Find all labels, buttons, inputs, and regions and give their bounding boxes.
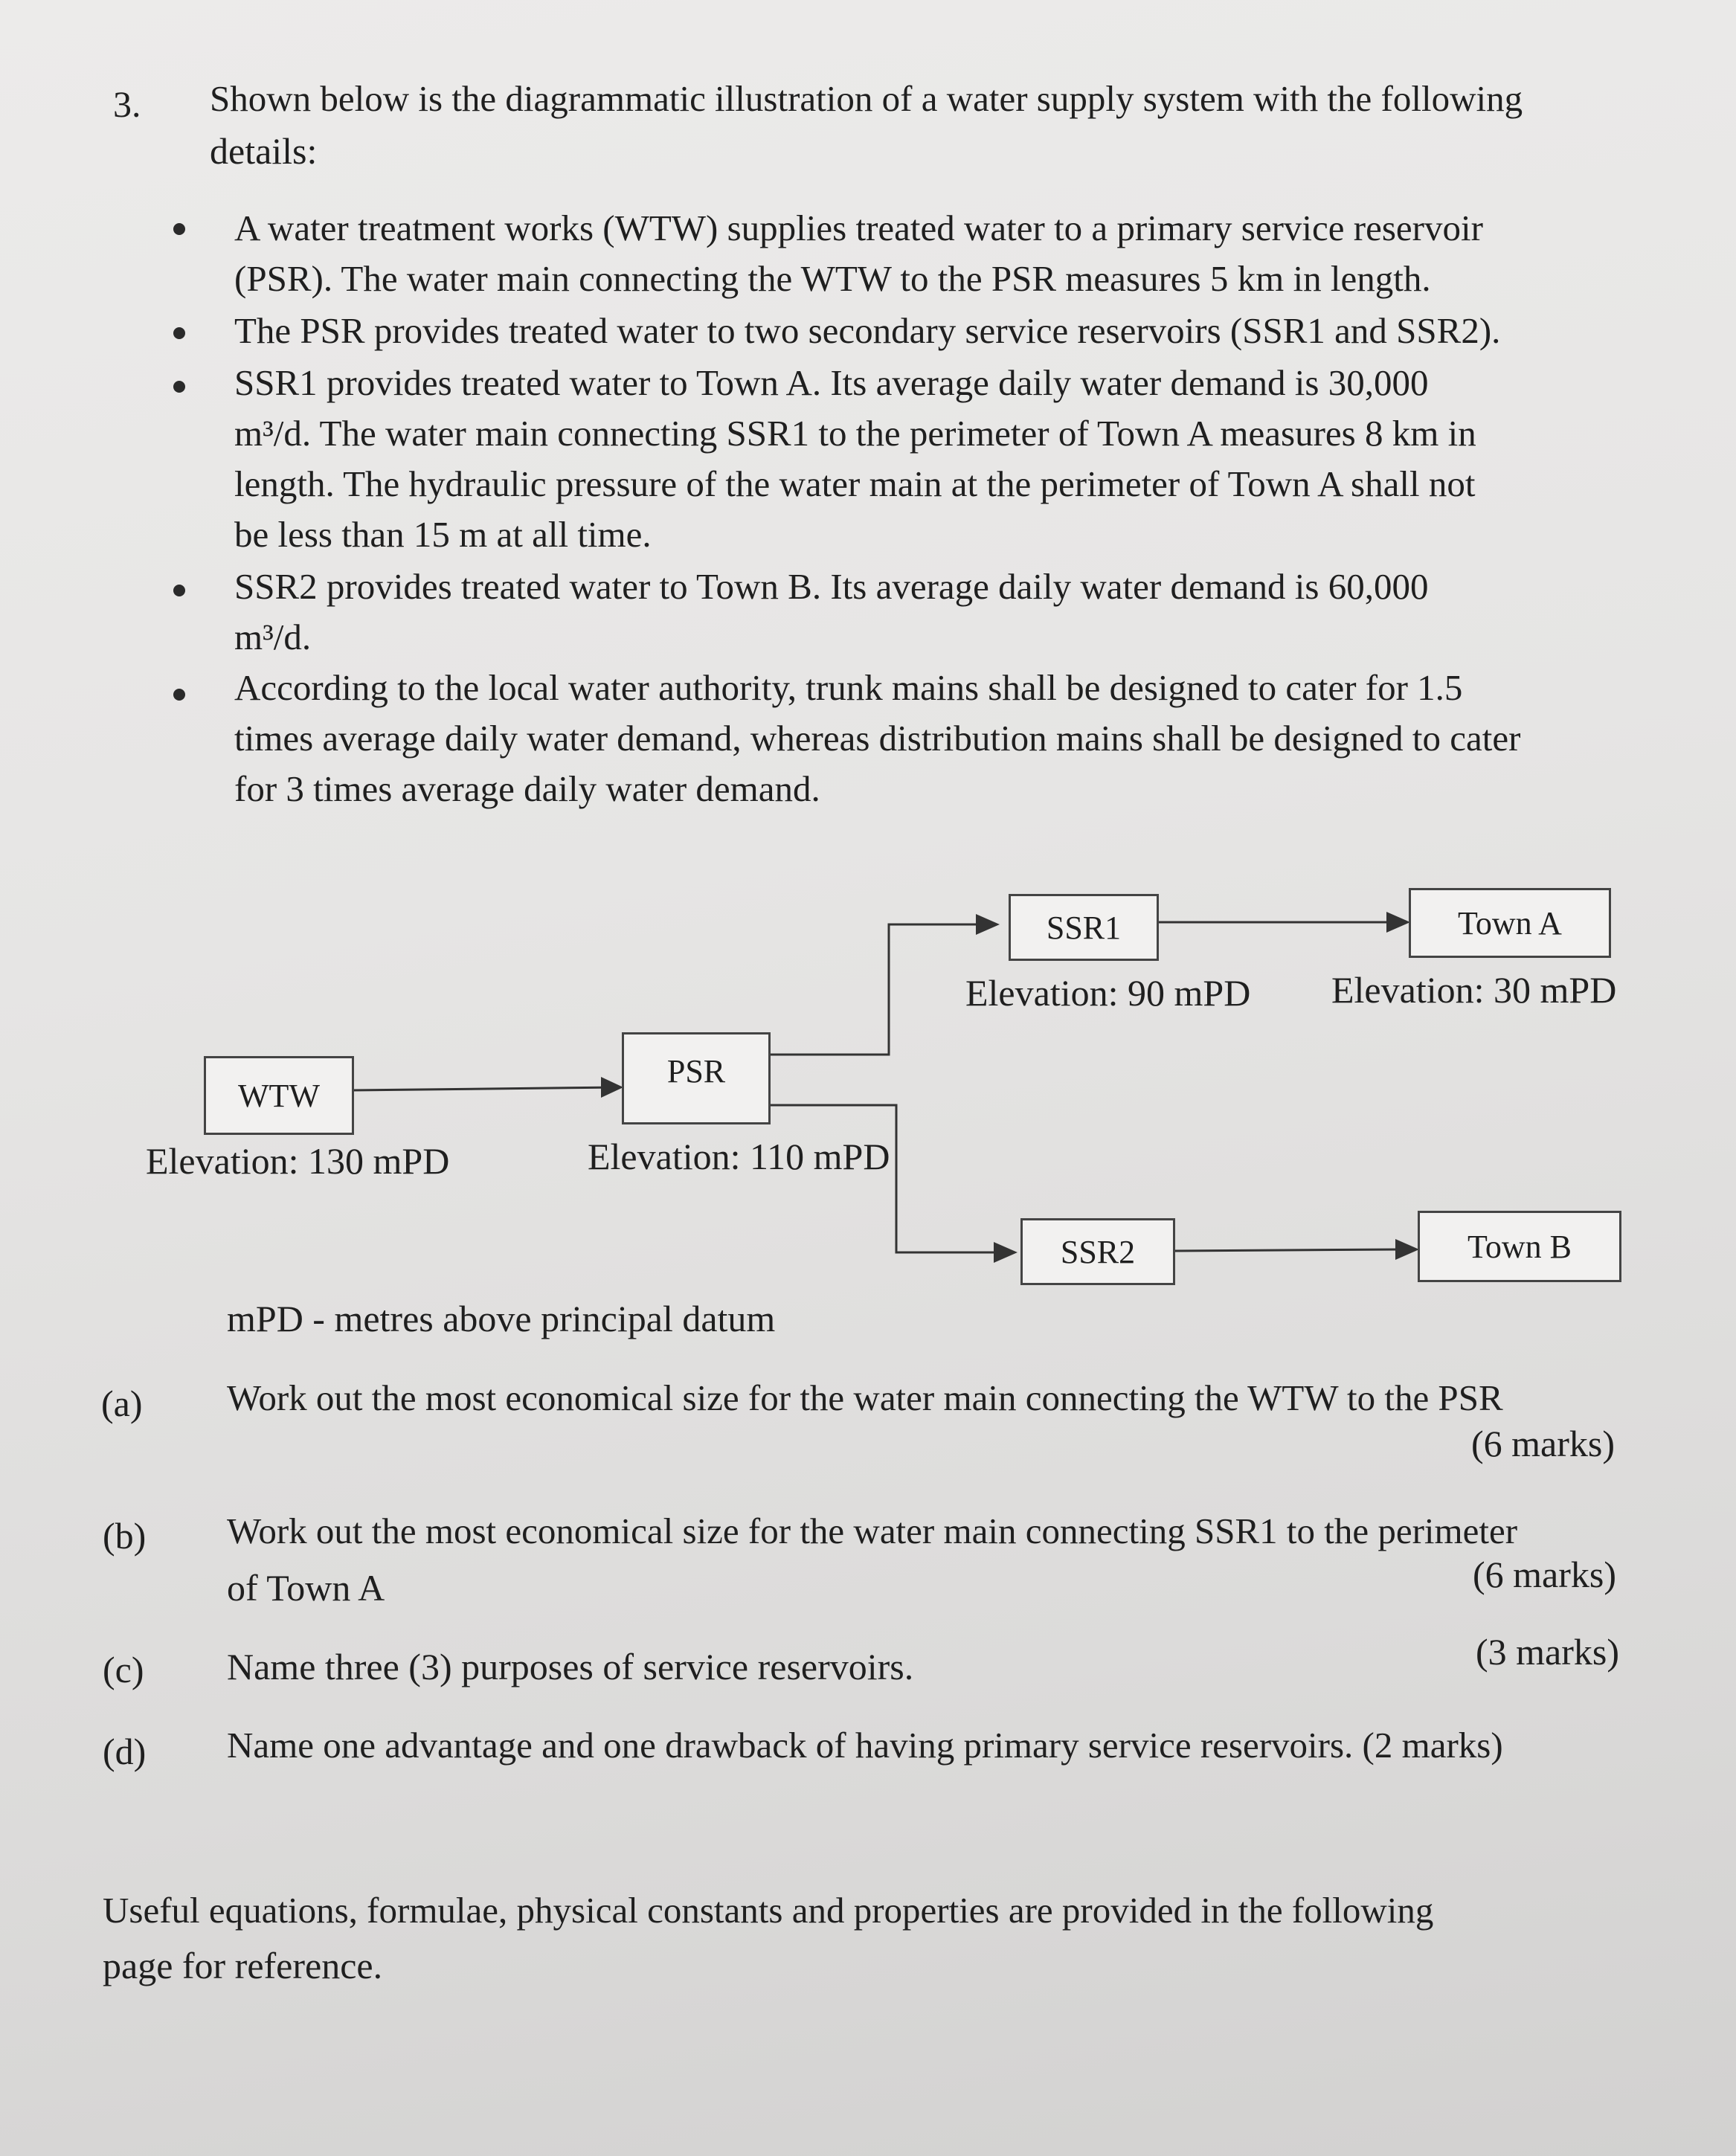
wtw-box: [204, 1056, 354, 1135]
bullet-1-line-2: (PSR). The water main connecting the WTW to the PSR measures 5 km in length.: [234, 258, 1431, 299]
ssr2-label: SSR2: [1060, 1233, 1136, 1270]
part-c-label: (c): [103, 1649, 144, 1690]
town-a-elevation: Elevation: 30 mPD: [1331, 969, 1617, 1011]
ssr1-elevation: Elevation: 90 mPD: [965, 972, 1251, 1014]
psr-to-ssr2-arrowhead: [994, 1242, 1018, 1263]
question-intro-line-1: Shown below is the diagrammatic illustration of a water supply system with the following: [210, 78, 1523, 119]
ssr2-to-town-b-arrowhead: [1395, 1239, 1419, 1260]
wtw-to-psr-arrowhead: [601, 1077, 623, 1098]
town-a-box: [1409, 888, 1611, 958]
bullet-3-line-3: length. The hydraulic pressure of the water main at the perimeter of Town A shall not: [234, 463, 1476, 504]
part-c-text: Name three (3) purposes of service reservoirs.: [227, 1646, 914, 1687]
town-b-box: [1418, 1211, 1621, 1282]
question-intro-line-2: details:: [210, 130, 318, 172]
ssr1-label: SSR1: [1046, 909, 1122, 946]
psr-to-ssr2-pipe: [769, 1105, 1004, 1252]
part-a-text: Work out the most economical size for the water main connecting the WTW to the PSR: [227, 1377, 1503, 1418]
wtw-to-psr-pipe: [353, 1087, 621, 1090]
town-a-label: Town A: [1458, 904, 1562, 942]
part-b-text-line-2: of Town A: [227, 1567, 385, 1609]
psr-box: [622, 1032, 771, 1124]
bullet-5-line-2: times average daily water demand, whereas distribution mains shall be designed to cater: [234, 718, 1521, 759]
part-a-label: (a): [101, 1383, 143, 1424]
psr-to-ssr1-pipe: [769, 924, 989, 1055]
bullet-5-line-3: for 3 times average daily water demand.: [234, 768, 820, 809]
bullet-3-line-1: SSR1 provides treated water to Town A. Its average daily water demand is 30,000: [234, 362, 1429, 403]
part-b-marks: (6 marks): [1473, 1554, 1616, 1595]
question-number: 3.: [113, 83, 141, 125]
mpd-legend: mPD - metres above principal datum: [227, 1298, 776, 1339]
ssr1-box: [1009, 894, 1159, 961]
town-b-label: Town B: [1467, 1228, 1572, 1265]
part-d-label: (d): [103, 1731, 147, 1772]
bullet-4-line-1: SSR2 provides treated water to Town B. Its average daily water demand is 60,000: [234, 566, 1429, 607]
part-c-marks: (3 marks): [1476, 1631, 1619, 1673]
wtw-label: WTW: [238, 1077, 320, 1114]
part-d-text: Name one advantage and one drawback of having primary service reservoirs. (2 marks): [227, 1725, 1503, 1766]
bullet-3-line-4: be less than 15 m at all time.: [234, 514, 652, 555]
part-a-marks: (6 marks): [1471, 1423, 1615, 1464]
bullet-1-line-1: A water treatment works (WTW) supplies treated water to a primary service reservoir: [234, 207, 1483, 248]
reference-note-line-1: Useful equations, formulae, physical constants and properties are provided in the following: [103, 1890, 1434, 1931]
ssr2-box: [1020, 1218, 1175, 1285]
wtw-elevation: Elevation: 130 mPD: [146, 1140, 450, 1182]
psr-to-ssr1-arrowhead: [976, 914, 1000, 935]
bullet-5-line-1: According to the local water authority, trunk mains shall be designed to cater for 1.5: [234, 667, 1463, 708]
bullet-2-line-1: The PSR provides treated water to two secondary service reservoirs (SSR1 and SSR2).: [234, 310, 1501, 351]
ssr2-to-town-b-pipe: [1174, 1249, 1398, 1251]
bullet-4-line-2: m³/d.: [234, 617, 312, 657]
bullet-3-line-2: m³/d. The water main connecting SSR1 to the perimeter of Town A measures 8 km in: [234, 413, 1476, 454]
reference-note-line-2: page for reference.: [103, 1945, 383, 1986]
psr-label: PSR: [666, 1053, 726, 1090]
part-b-label: (b): [103, 1515, 147, 1557]
psr-elevation: Elevation: 110 mPD: [588, 1136, 890, 1177]
ssr1-to-town-a-arrowhead: [1386, 912, 1410, 933]
part-b-text-line-1: Work out the most economical size for the water main connecting SSR1 to the perimeter: [227, 1510, 1518, 1551]
